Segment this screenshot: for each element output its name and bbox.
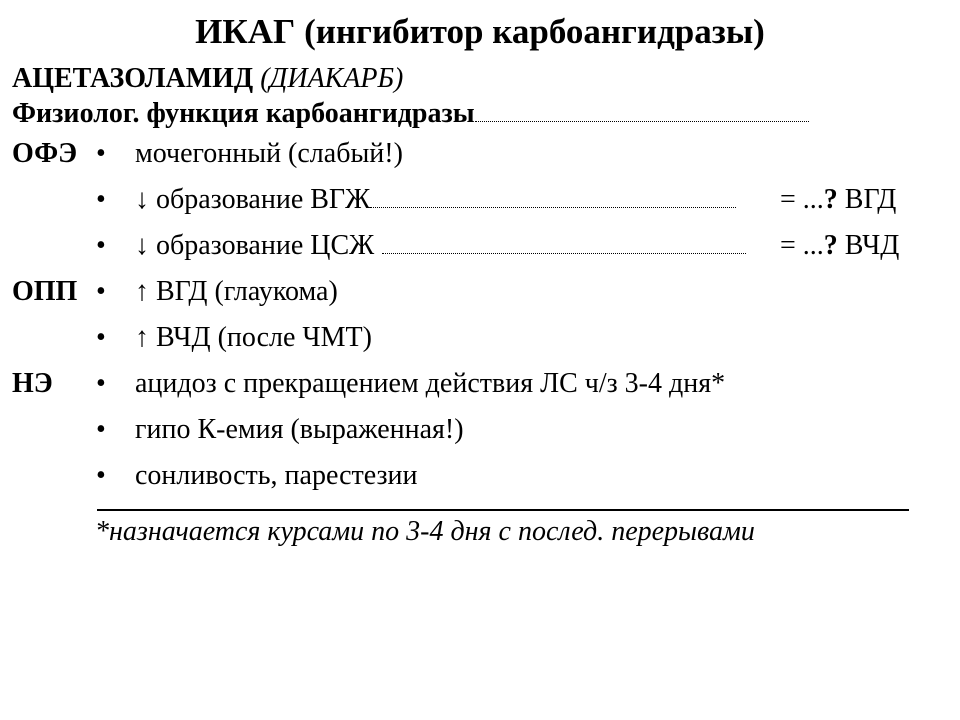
ofe-item-2-text: ↓ образование ВГЖ	[135, 184, 371, 215]
footnote: *назначается курсами по 3-4 дня с послед. перерывами	[95, 516, 755, 547]
ne-item-1: ацидоз с прекращением действия ЛС ч/з 3-4 дня*	[135, 368, 726, 399]
page-title: ИКАГ (ингибитор карбоангидразы)	[195, 12, 765, 51]
ofe-item-1: мочегонный (слабый!)	[135, 138, 403, 169]
fill-in-blank	[382, 252, 746, 254]
ne-item-2: гипо К-емия (выраженная!)	[135, 414, 464, 445]
opp-item-2: ↑ ВЧД (после ЧМТ)	[135, 322, 372, 353]
drug-heading	[12, 62, 403, 96]
question-mark: ?	[823, 230, 838, 261]
question-mark: ?	[823, 184, 838, 215]
fill-in-blank	[475, 120, 809, 122]
ofe-item-2-result	[780, 182, 896, 218]
ofe-item-2	[135, 182, 736, 218]
result-suffix: ВГД	[837, 184, 897, 215]
function-line	[12, 97, 809, 131]
fill-in-blank	[370, 206, 736, 208]
section-label-ofe: ОФЭ	[12, 138, 78, 169]
result-prefix: = ...	[780, 184, 824, 215]
bullet-icon: •	[96, 414, 106, 445]
drug-trade-name: (ДИАКАРБ)	[260, 63, 404, 94]
function-label: Физиолог. функция карбоангидразы	[12, 98, 475, 129]
bullet-icon: •	[96, 368, 106, 399]
bullet-icon: •	[96, 230, 106, 261]
ne-item-3: сонливость, парестезии	[135, 460, 418, 491]
result-suffix: ВЧД	[837, 230, 900, 261]
ofe-item-3-result	[780, 228, 899, 264]
bullet-icon: •	[96, 184, 106, 215]
bullet-icon: •	[96, 276, 106, 307]
footnote-divider	[97, 509, 909, 511]
bullet-icon: •	[96, 322, 106, 353]
ofe-item-3	[135, 228, 746, 264]
result-prefix: = ...	[780, 230, 824, 261]
bullet-icon: •	[96, 460, 106, 491]
opp-item-1: ↑ ВГД (глаукома)	[135, 276, 338, 307]
section-label-ne: НЭ	[12, 368, 53, 399]
drug-name: АЦЕТАЗОЛАМИД	[12, 63, 254, 94]
section-label-opp: ОПП	[12, 276, 78, 307]
ofe-item-3-text: ↓ образование ЦСЖ	[135, 230, 375, 261]
bullet-icon: •	[96, 138, 106, 169]
